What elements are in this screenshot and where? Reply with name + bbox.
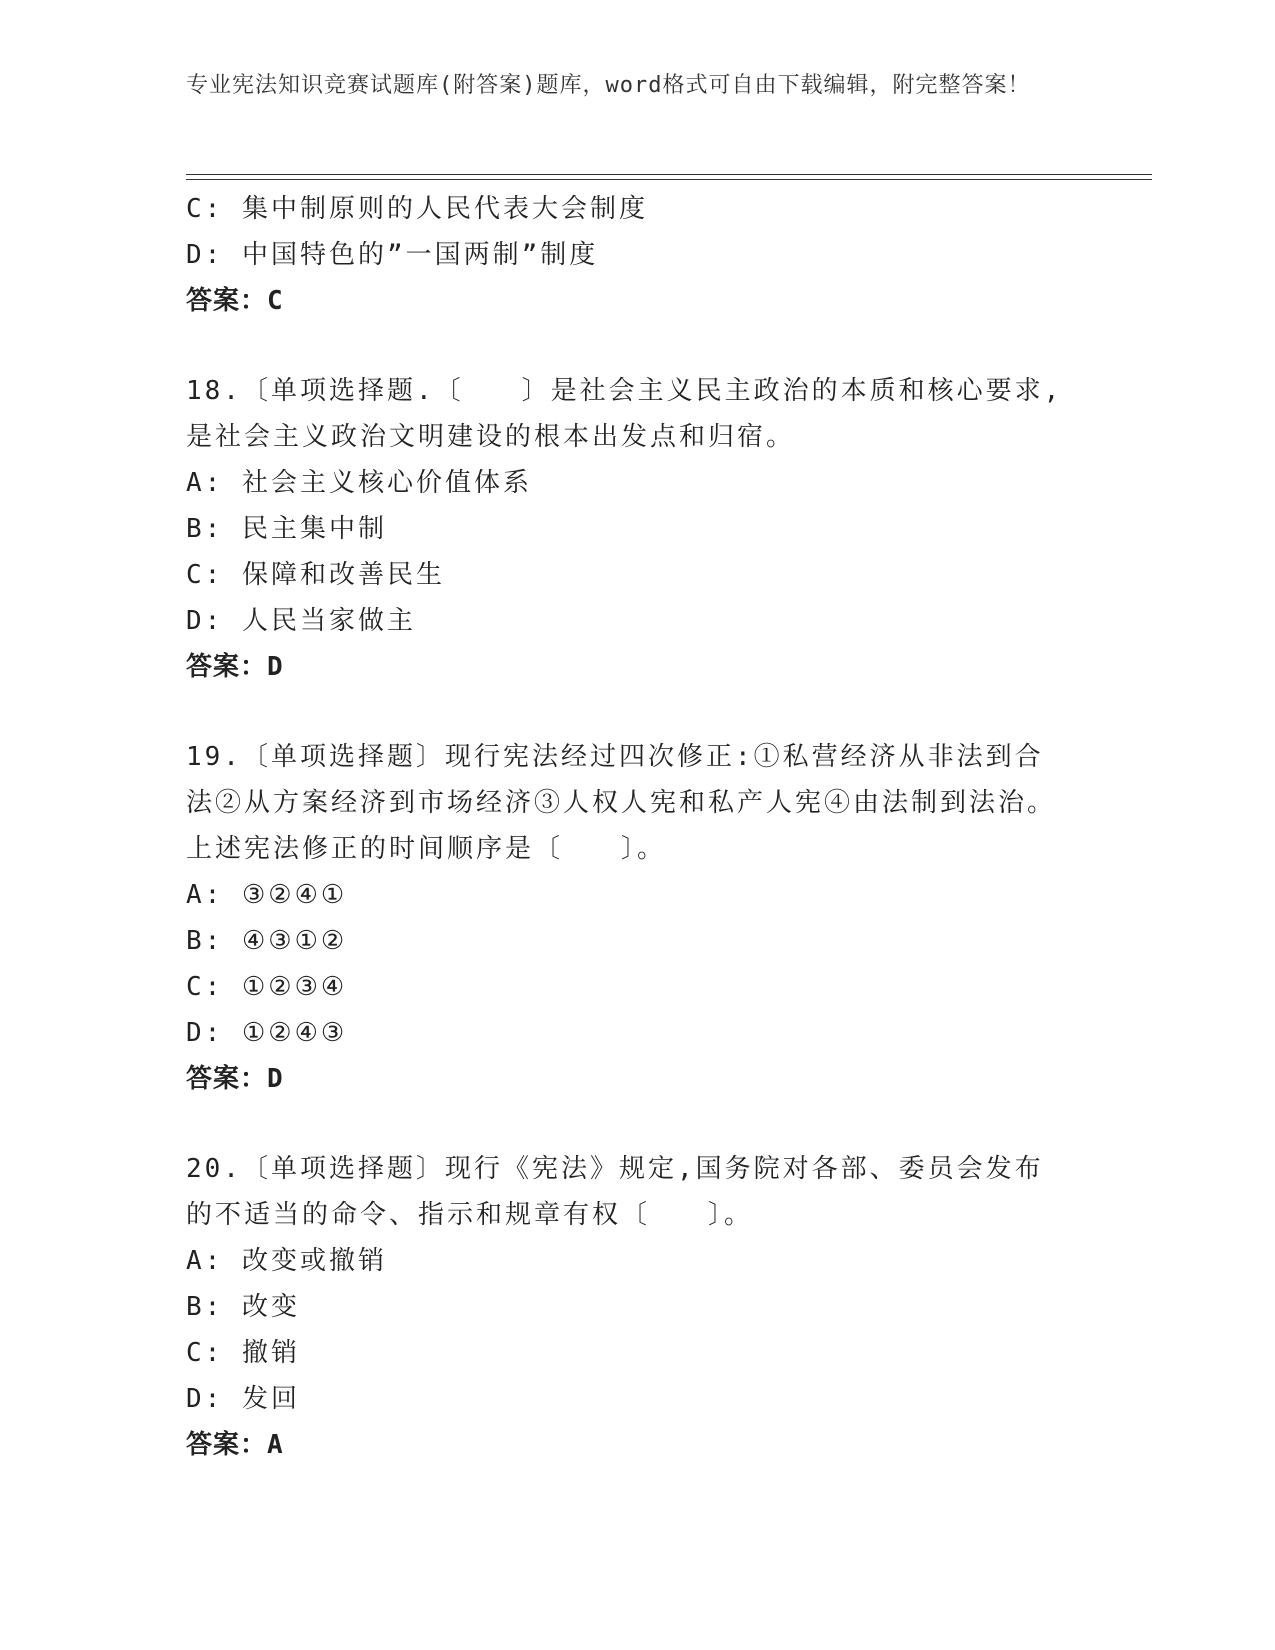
- option-c: C: 保障和改善民生: [186, 560, 445, 590]
- question-list: [186, 186, 1066, 1468]
- option-a: A: 社会主义核心价值体系: [186, 468, 532, 498]
- option-b: B: 民主集中制: [186, 514, 387, 544]
- option-b: B: 改变: [186, 1292, 300, 1322]
- option-d: D: 发回: [186, 1384, 300, 1414]
- question-item-19: [186, 734, 1066, 1102]
- document-header: 专业宪法知识竞赛试题库(附答案)题库，word格式可自由下载编辑，附完整答案！: [186, 73, 1031, 98]
- option-b: B: ④③①②: [186, 926, 348, 956]
- option-c: C: ①②③④: [186, 972, 348, 1002]
- question-item-20: [186, 1146, 1066, 1468]
- answer-label: 答案：D: [186, 652, 284, 682]
- option-c: C: 撤销: [186, 1338, 300, 1368]
- option-c: C: 集中制原则的人民代表大会制度: [186, 194, 648, 224]
- answer-label: 答案：C: [186, 286, 284, 316]
- option-a: A: ③②④①: [186, 880, 348, 910]
- question-text: 19.〔单项选择题〕现行宪法经过四次修正:①私营经济从非法到合法②从方案经济到市场经济③人权人宪和私产人宪④由法制到法治。上述宪法修正的时间顺序是〔 〕。: [186, 742, 1057, 864]
- answer-label: 答案：A: [186, 1430, 284, 1460]
- option-a: A: 改变或撤销: [186, 1246, 387, 1276]
- header-rule-top: [186, 174, 1152, 175]
- option-d: D: 人民当家做主: [186, 606, 416, 636]
- header-rule-bottom: [186, 179, 1152, 180]
- option-d: D: 中国特色的”一国两制”制度: [186, 240, 599, 270]
- answer-label: 答案：D: [186, 1064, 284, 1094]
- question-text: 20.〔单项选择题〕现行《宪法》规定,国务院对各部、委员会发布的不适当的命令、指示和规章有权〔 〕。: [186, 1154, 1044, 1230]
- question-item-18: [186, 368, 1066, 690]
- question-item-17: [186, 186, 1066, 324]
- option-d: D: ①②④③: [186, 1018, 348, 1048]
- question-text: 18.〔单项选择题.〔 〕是社会主义民主政治的本质和核心要求,是社会主义政治文明建设的根本出发点和归宿。: [186, 376, 1063, 452]
